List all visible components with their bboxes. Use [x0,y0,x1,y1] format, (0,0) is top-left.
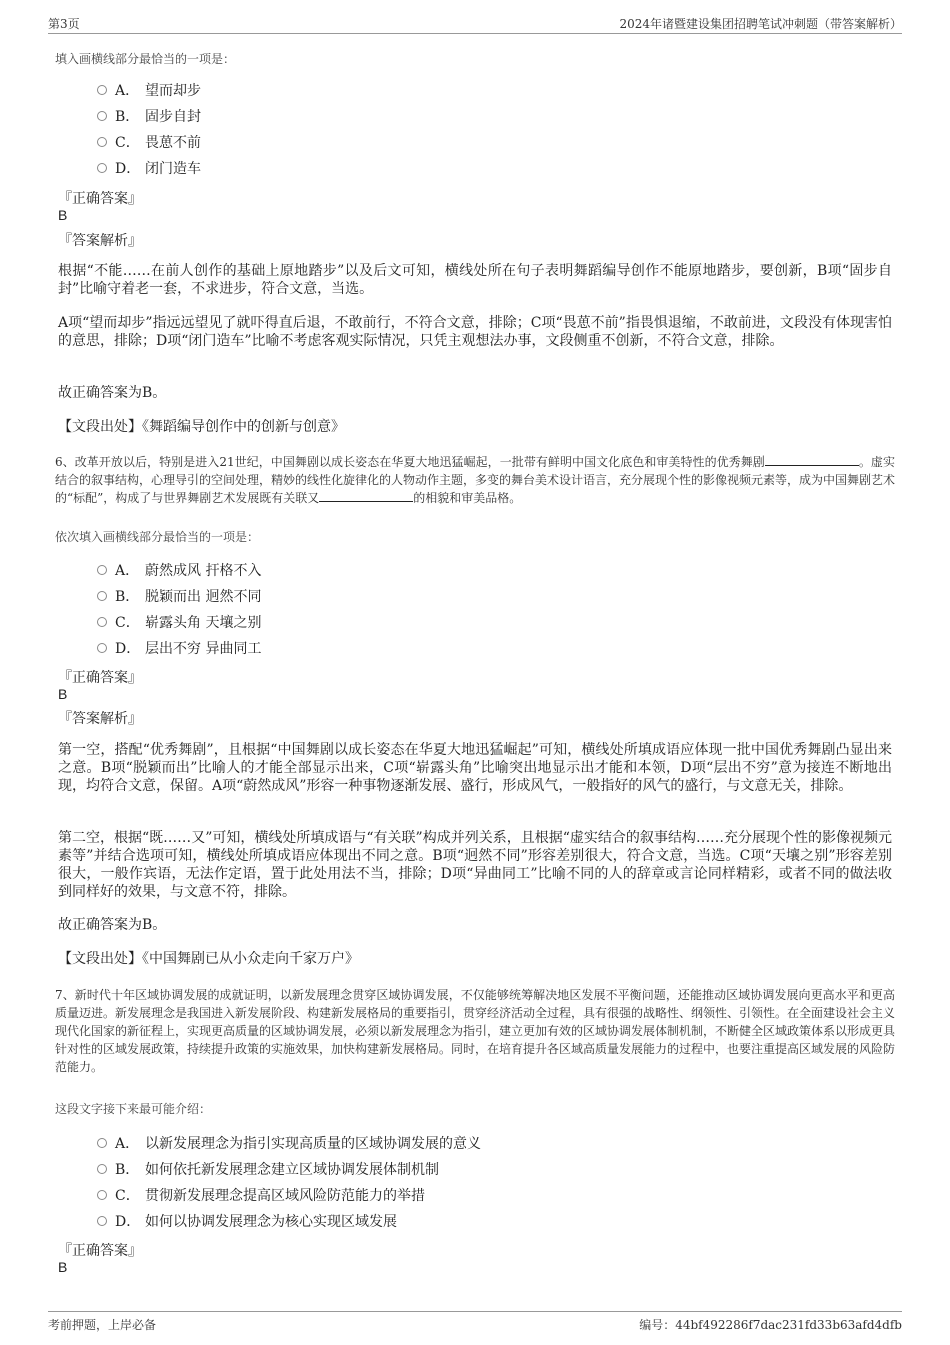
analysis-paragraph: 根据“不能……在前人创作的基础上原地踏步”以及后文可知，横线处所在句子表明舞蹈编导创作不能原地踏步，要创新，B项“固步自封”比喻守着老一套，不求进步，符合文意，当选。 [58,263,892,297]
analysis-paragraph: A项“望而却步”指远远望见了就吓得直后退，不敢前行，不符合文意，排除；C项“畏葸不前”指畏惧退缩，不敢前进，文段没有体现害怕的意思，排除；D项“闭门造车”比喻不考虑客观实际情况，只凭主观想法办事，文段侧重不创新，不符合文意，排除。 [58,315,892,349]
analysis-paragraph: 第一空，搭配“优秀舞剧”，且根据“中国舞剧以成长姿态在华夏大地迅猛崛起”可知，横线处所填成语应体现一批中国优秀舞剧凸显出来之意。B项“脱颖而出”比喻人的才能全部显示出来，C项“崭露头角”比喻突出地显示出才能和本领，D项“层出不穷”意为接连不断地出现，均符合文意，保留。A项“蔚然成风”形容一种事物逐渐发展、盛行，形成风气，一般指好的风气的盛行，与文意无关，排除。 [58,742,892,794]
analysis-label: 『答案解析』 [58,711,142,727]
option-d[interactable]: D． 如何以协调发展理念为核心实现区域发展 [97,1212,397,1232]
page-number: 第3页 [48,17,80,31]
analysis-paragraph: 故正确答案为B。 [58,385,167,401]
option-c[interactable]: C． 崭露头角 天壤之别 [97,613,261,633]
question-6-text: 6、改革开放以后，特别是进入21世纪，中国舞剧以成长姿态在华夏大地迅猛崛起，一批带有鲜明中国文化底色和审美特性的优秀舞剧 。虚实结合的叙事结构，心理导引的空间处理，精妙的线性化旋律化的人物动作主题，多变的舞台美术设计语言，充分展现个性的影像视频元素等，成为中国舞剧艺术的“标配”，构成了与世界舞剧艺术发展既有关联又 的相貌和审美品格。 [55,455,896,505]
radio-icon[interactable] [97,1164,107,1174]
radio-icon[interactable] [97,1190,107,1200]
answer-value: B [58,1259,68,1275]
question-prompt: 填入画横线部分最恰当的一项是： [55,52,236,66]
analysis-paragraph: 第二空，根据“既……又”可知，横线处所填成语与“有关联”构成并列关系，且根据“虚实结合的叙事结构……充分展现个性的影像视频元素等”并结合选项可知，横线处所填成语应体现出不同之意。B项“迥然不同”形容差别很大，符合文意，当选。C项“天壤之别”形容差别很大，一般作宾语，无法作定语，置于此处用法不当，排除；D项“异曲同工”比喻不同的人的辞章或言论同样精彩，或者不同的做法收到同样好的效果，与文意不符，排除。 [58,830,892,900]
option-a[interactable]: A． 蔚然成风 扞格不入 [97,561,261,581]
answer-value: B [58,207,68,223]
fill-blank [319,490,413,502]
footer-slogan: 考前押题，上岸必备 [48,1318,157,1332]
radio-icon[interactable] [97,617,107,627]
option-b[interactable]: B． 固步自封 [97,107,201,127]
question-7-text: 7、新时代十年区域协调发展的成就证明，以新发展理念贯穿区域协调发展，不仅能够统筹解决地区发展不平衡问题，还能推动区域协调发展向更高水平和更高质量迈进。新发展理念是我国进入新发展阶段、构建新发展格局的重要指引，贯穿经济活动全过程，具有很强的战略性、纲领性、引领性。在全面建设社会主义现代化国家的新征程上，实现更高质量的区域协调发展，必须以新发展理念为指引，建立更加有效的区域协调发展体制机制，不断健全区域政策体系以形成更具针对性的区域发展政策，持续提升政策的实施效果，加快构建新发展格局。同时，在培育提升各区域高质量发展能力的过程中，也要注重提高区域发展的风险防范能力。 [55,988,896,1074]
option-c[interactable]: C． 畏葸不前 [97,133,201,153]
question-prompt: 这段文字接下来最可能介绍： [55,1102,212,1116]
document-id: 编号：44bf492286f7dac231fd33b63afd4dfb [639,1318,902,1332]
option-c[interactable]: C． 贯彻新发展理念提高区域风险防范能力的举措 [97,1186,425,1206]
question-prompt: 依次填入画横线部分最恰当的一项是： [55,530,260,544]
analysis-label: 『答案解析』 [58,233,142,249]
radio-icon[interactable] [97,85,107,95]
radio-icon[interactable] [97,591,107,601]
source-citation: 【文段出处】《舞蹈编导创作中的创新与创意》 [58,419,345,435]
radio-icon[interactable] [97,1138,107,1148]
page-footer [48,1311,902,1335]
source-citation: 【文段出处】《中国舞剧已从小众走向千家万户》 [58,951,359,967]
radio-icon[interactable] [97,111,107,121]
answer-label: 『正确答案』 [58,191,142,207]
radio-icon[interactable] [97,137,107,147]
radio-icon[interactable] [97,643,107,653]
option-a[interactable]: A． 望而却步 [97,81,201,101]
page-header [48,14,902,34]
answer-value: B [58,686,68,702]
answer-label: 『正确答案』 [58,670,142,686]
radio-icon[interactable] [97,565,107,575]
option-b[interactable]: B． 如何依托新发展理念建立区域协调发展体制机制 [97,1160,439,1180]
document-title: 2024年诸暨建设集团招聘笔试冲刺题（带答案解析） [619,17,902,31]
fill-blank [765,454,859,466]
option-b[interactable]: B． 脱颖而出 迥然不同 [97,587,261,607]
radio-icon[interactable] [97,1216,107,1226]
option-a[interactable]: A． 以新发展理念为指引实现高质量的区域协调发展的意义 [97,1134,481,1154]
radio-icon[interactable] [97,163,107,173]
option-d[interactable]: D． 闭门造车 [97,159,201,179]
option-d[interactable]: D． 层出不穷 异曲同工 [97,639,261,659]
answer-label: 『正确答案』 [58,1243,142,1259]
analysis-paragraph: 故正确答案为B。 [58,917,167,933]
